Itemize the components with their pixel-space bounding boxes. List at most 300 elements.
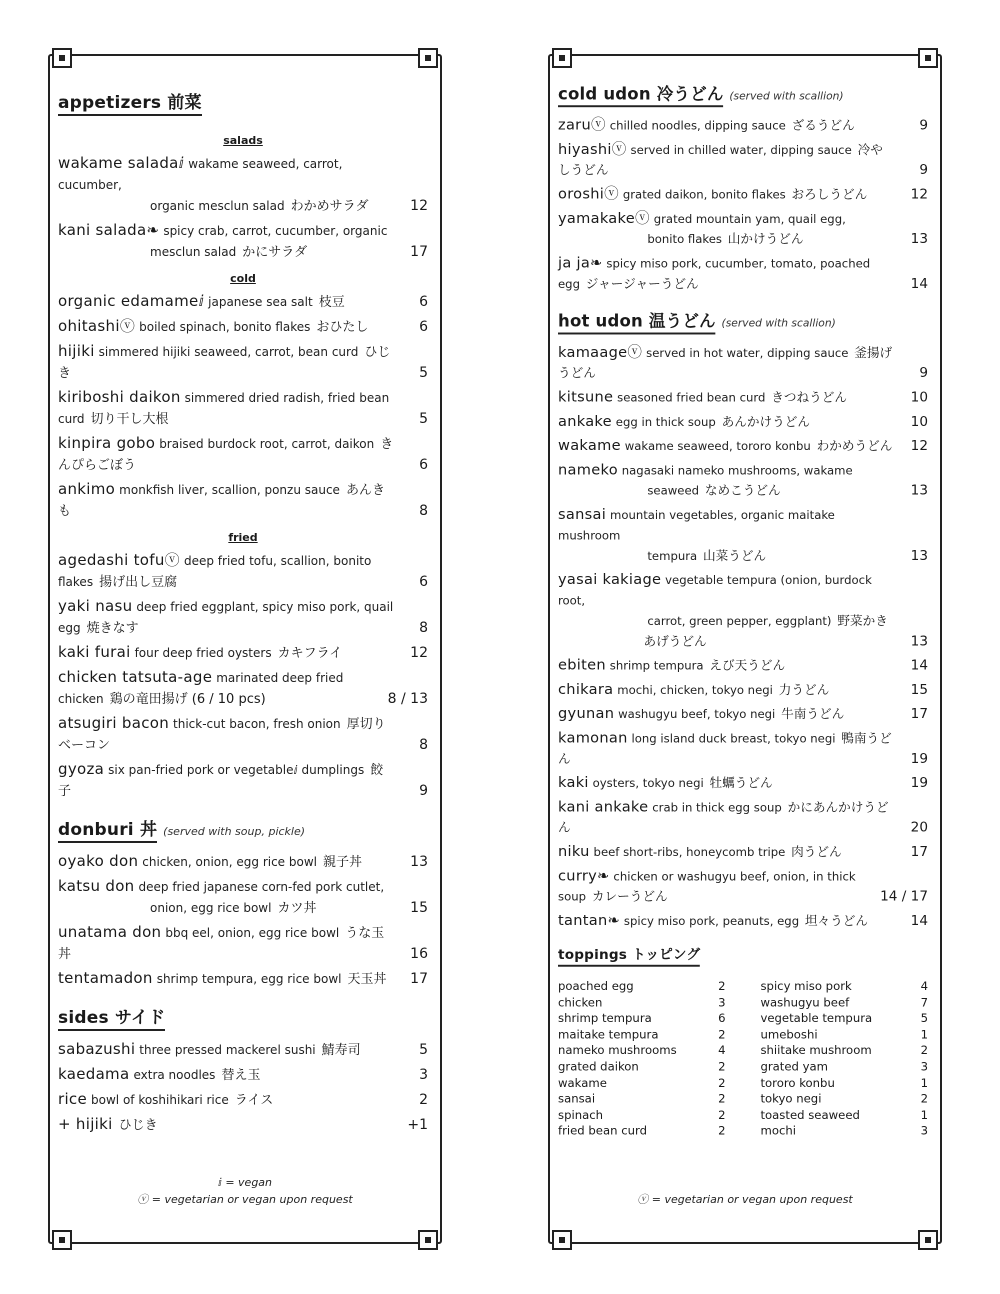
item-name: yasai kakiage <box>558 570 662 588</box>
topping-price: 4 <box>920 979 928 993</box>
menu-item <box>558 704 928 724</box>
item-name: ankake <box>558 412 612 430</box>
item-japanese: かにサラダ <box>242 245 308 260</box>
topping-name: spicy miso pork <box>760 979 852 993</box>
item-price: 14 <box>910 657 928 674</box>
spacer <box>58 993 428 1003</box>
item-japanese: なめこうどん <box>704 484 781 499</box>
item-description: spicy crab, carrot, cucumber, organic <box>163 224 388 238</box>
topping-name: fried bean curd <box>558 1124 647 1138</box>
menu-item <box>558 797 928 838</box>
menu-item-body <box>558 772 895 792</box>
item-name: agedashi tofuⓥ <box>58 551 180 569</box>
item-japanese: ライス <box>234 1093 274 1108</box>
item-price: 14 / 17 <box>880 889 928 905</box>
item-description: four deep fried oysters <box>134 646 272 660</box>
subsection-label: cold <box>230 272 256 285</box>
item-price: 13 <box>910 633 928 650</box>
corner-ornament <box>918 1230 938 1250</box>
topping-row <box>760 1059 928 1075</box>
item-description: extra noodles <box>133 1068 216 1082</box>
item-description: spicy miso pork, cucumber, tomato, poached egg <box>558 256 871 291</box>
menu-item-body <box>58 851 394 872</box>
menu-item-body <box>58 387 394 429</box>
item-japanese: カレーうどん <box>591 890 668 905</box>
item-description: japanese sea salt <box>208 295 313 309</box>
item-second-line <box>558 229 895 249</box>
menu-item <box>558 772 928 792</box>
item-price: 6 <box>419 319 428 335</box>
item-description: grated mountain yam, quail egg, <box>653 212 846 226</box>
item-japanese: 厚切りベーコン <box>58 717 386 753</box>
item-price: 6 <box>419 574 428 590</box>
item-japanese: カキフライ <box>277 646 343 661</box>
item-second-line <box>58 241 394 262</box>
menu-item-body <box>58 876 394 918</box>
menu-item-body <box>58 479 394 521</box>
menu-item <box>558 342 928 383</box>
item-name: gyoza <box>58 760 105 778</box>
item-price: 13 <box>410 854 428 870</box>
topping-price: 1 <box>920 1027 928 1042</box>
item-description-cont: seaweed <box>647 484 700 498</box>
topping-price: 6 <box>718 1011 726 1026</box>
right-menu-content <box>558 80 928 1140</box>
item-name: unatama don <box>58 923 162 941</box>
item-price: +1 <box>407 1117 428 1133</box>
item-japanese: えび天うどん <box>709 658 786 674</box>
item-japanese: 牛南うどん <box>781 707 845 722</box>
legend <box>536 1191 954 1208</box>
toppings-column <box>558 978 726 1139</box>
item-price: 19 <box>910 775 928 791</box>
topping-price: 2 <box>718 1124 726 1138</box>
menu-item <box>58 1039 428 1060</box>
menu-item-body <box>558 910 895 930</box>
menu-item <box>58 479 428 521</box>
topping-row <box>558 1123 726 1139</box>
menu-item-body <box>558 679 895 699</box>
corner-ornament <box>418 1230 438 1250</box>
item-price: 12 <box>910 186 928 203</box>
item-description: six pan-fried pork or vegetableⅈ dumplings <box>108 763 365 777</box>
section-note: (served with soup, pickle) <box>163 825 306 838</box>
menu-item <box>58 1089 428 1110</box>
item-name: kitsune <box>558 387 614 406</box>
item-name: sansai <box>558 505 607 523</box>
menu-item <box>558 411 928 431</box>
topping-price: 3 <box>920 1059 928 1074</box>
item-name: ja ja❧ <box>558 253 603 272</box>
topping-name: spinach <box>558 1108 604 1122</box>
item-name: oyako don <box>58 852 139 870</box>
item-name: organic edamameⅈ <box>58 292 205 310</box>
item-japanese: 揚げ出し豆腐 <box>99 575 178 590</box>
item-description: monkfish liver, scallion, ponzu sauce <box>119 483 340 497</box>
item-price: 6 <box>419 457 428 473</box>
item-price: 6 <box>419 294 428 310</box>
item-price: 10 <box>910 414 928 430</box>
menu-item <box>558 728 928 769</box>
item-japanese: 鯖寿司 <box>321 1043 361 1058</box>
item-price: 12 <box>910 438 928 454</box>
item-description: vegetable tempura (onion, burdock root, <box>558 573 872 608</box>
item-price: 12 <box>410 645 428 661</box>
menu-item-body <box>58 316 394 337</box>
item-description: deep fried tofu, scallion, bonito flakes <box>58 554 372 589</box>
item-name: kani ankake <box>558 797 649 816</box>
item-description-cont: carrot, green pepper, eggplant) <box>647 614 832 628</box>
item-price: 16 <box>410 946 428 962</box>
topping-row <box>558 1043 726 1059</box>
topping-row <box>558 1107 726 1123</box>
legend <box>36 1174 454 1208</box>
topping-name: maitake tempura <box>558 1027 659 1042</box>
item-second-line <box>58 195 394 216</box>
item-name: curry❧ <box>558 866 610 885</box>
item-description: deep fried japanese corn-fed pork cutlet, <box>138 880 385 894</box>
spacer <box>558 298 928 308</box>
item-price: 8 / 13 <box>387 691 428 707</box>
subsection-label: fried <box>228 531 258 544</box>
item-description: bbq eel, onion, egg rice bowl <box>165 926 340 940</box>
menu-item <box>58 341 428 383</box>
menu-item <box>58 596 428 638</box>
topping-row <box>558 994 726 1010</box>
item-price: 5 <box>419 411 428 427</box>
corner-ornament <box>52 1230 72 1250</box>
legend-vegan: ⅈ = vegan <box>217 1176 273 1189</box>
topping-name: grated yam <box>760 1059 829 1074</box>
menu-item-body <box>58 1064 394 1085</box>
item-description: simmered hijiki seaweed, carrot, bean curd <box>98 345 359 359</box>
item-description-cont: bonito flakes <box>647 232 722 247</box>
item-japanese: 釜揚げうどん <box>558 346 893 382</box>
item-japanese: 親子丼 <box>322 855 362 870</box>
item-price: 13 <box>910 483 928 499</box>
topping-row <box>760 1075 928 1091</box>
item-description: long island duck breast, tokyo negi <box>631 731 836 746</box>
menu-item <box>558 253 928 294</box>
item-japanese: ひじき <box>58 345 391 381</box>
menu-item <box>58 387 428 429</box>
section-note: (served with scallion) <box>721 316 836 330</box>
item-japanese: 肉うどん <box>791 845 842 860</box>
topping-row <box>558 1059 726 1075</box>
topping-price: 2 <box>718 1059 726 1074</box>
topping-price: 2 <box>718 1092 726 1106</box>
subsection-label: salads <box>223 134 263 147</box>
menu-item-body <box>558 184 895 204</box>
menu-item <box>558 460 928 501</box>
item-price: 9 <box>919 365 928 382</box>
topping-name: tororo konbu <box>760 1076 835 1090</box>
item-description-cont: organic mesclun salad <box>150 199 285 213</box>
item-description: washugyu beef, tokyo negi <box>618 707 776 722</box>
menu-item <box>558 679 928 699</box>
item-price: 19 <box>910 751 928 767</box>
item-price: 17 <box>410 971 428 987</box>
item-japanese: 力うどん <box>778 683 830 698</box>
item-second-line <box>558 545 895 565</box>
topping-name: mochi <box>760 1124 796 1138</box>
topping-name: vegetable tempura <box>760 1011 873 1026</box>
item-japanese: 野菜かきあげうどん <box>643 614 888 650</box>
item-second-line <box>558 480 895 500</box>
item-name: kaki furai <box>58 643 131 661</box>
menu-item-body <box>58 1114 394 1135</box>
item-japanese: かにあんかけうどん <box>558 800 889 836</box>
item-japanese: 鶏の竜田揚げ (6 / 10 pcs) <box>109 692 266 707</box>
menu-item <box>558 387 928 407</box>
menu-item-body <box>558 866 880 907</box>
menu-item-body <box>58 220 394 262</box>
item-name: rice <box>58 1090 88 1108</box>
topping-name: washugyu beef <box>760 995 850 1010</box>
section-title: hot udon 温うどん <box>558 307 716 334</box>
item-japanese: 山菜うどん <box>703 549 767 564</box>
item-price: 2 <box>419 1092 428 1108</box>
item-price: 12 <box>410 198 428 214</box>
topping-row <box>760 978 928 994</box>
item-name: ebiten <box>558 655 606 674</box>
menu-item <box>558 841 928 861</box>
menu-item-body <box>558 115 895 135</box>
item-name: wakame <box>558 436 621 454</box>
menu-item <box>58 291 428 312</box>
item-description: grated daikon, bonito flakes <box>622 187 786 202</box>
item-description: served in chilled water, dipping sauce <box>630 143 852 157</box>
menu-item <box>58 550 428 592</box>
item-name: atsugiri bacon <box>58 714 170 732</box>
menu-item-body <box>58 153 394 216</box>
item-description-cont: mesclun salad <box>150 245 237 259</box>
item-name: tentamadon <box>58 969 153 987</box>
item-description-cont: tempura <box>647 549 698 563</box>
item-description: deep fried eggplant, spicy miso pork, quail egg <box>58 600 394 635</box>
topping-price: 2 <box>920 1043 928 1058</box>
item-second-line <box>58 897 394 918</box>
item-japanese: 牡蠣うどん <box>709 776 773 791</box>
toppings-column <box>760 978 928 1139</box>
item-price: 17 <box>410 244 428 260</box>
menu-item-body <box>558 208 895 249</box>
topping-row <box>760 1011 928 1027</box>
section-header <box>58 815 428 851</box>
item-description: bowl of koshihikari rice <box>91 1093 229 1107</box>
menu-item-body <box>58 596 394 638</box>
item-name: niku <box>558 842 590 860</box>
section-title: toppings トッピング <box>558 944 700 966</box>
topping-row <box>558 1091 726 1107</box>
menu-item <box>58 1064 428 1085</box>
item-name: kamaageⓥ <box>558 343 643 361</box>
item-japanese: 餃子 <box>58 763 384 799</box>
section-title: donburi 丼 <box>58 815 157 843</box>
corner-ornament <box>918 48 938 68</box>
menu-item <box>58 433 428 475</box>
item-name: ohitashiⓥ <box>58 317 136 335</box>
menu-item <box>58 759 428 801</box>
menu-item-body <box>58 550 394 592</box>
menu-item-body <box>58 759 394 801</box>
item-price: 3 <box>419 1067 428 1083</box>
menu-item-body <box>58 433 394 475</box>
topping-price: 7 <box>920 995 928 1010</box>
item-price: 5 <box>419 365 428 381</box>
topping-row <box>760 1043 928 1059</box>
item-name: gyunan <box>558 704 615 722</box>
menu-item <box>558 655 928 675</box>
item-price: 15 <box>910 682 928 698</box>
item-price: 15 <box>410 900 428 916</box>
item-japanese: 枝豆 <box>318 295 345 310</box>
menu-item <box>58 713 428 755</box>
item-description: chicken, onion, egg rice bowl <box>142 855 317 869</box>
item-description: mochi, chicken, tokyo negi <box>617 683 773 697</box>
item-description: crab in thick egg soup <box>652 800 782 815</box>
item-price: 13 <box>910 231 928 248</box>
topping-name: sansai <box>558 1092 596 1106</box>
menu-item-body <box>58 667 388 709</box>
item-description: shrimp tempura <box>609 658 704 673</box>
item-japanese: ざるうどん <box>791 118 855 134</box>
topping-price: 1 <box>920 1076 928 1090</box>
item-name: zaruⓥ <box>558 115 606 134</box>
menu-item <box>58 667 428 709</box>
topping-name: shrimp tempura <box>558 1011 652 1026</box>
item-description: egg in thick soup <box>615 415 716 429</box>
topping-price: 2 <box>920 1092 928 1106</box>
item-price: 17 <box>910 706 928 722</box>
menu-item-body <box>58 642 394 663</box>
section-title: appetizers 前菜 <box>58 88 202 116</box>
corner-ornament <box>552 48 572 68</box>
topping-price: 3 <box>718 995 726 1010</box>
menu-item-body <box>58 968 394 989</box>
item-price: 20 <box>910 820 928 836</box>
item-japanese: 切り干し大根 <box>90 412 169 427</box>
menu-item <box>558 184 928 204</box>
item-description: simmered dried radish, fried bean curd <box>58 391 390 426</box>
menu-item <box>58 851 428 872</box>
section-header <box>558 307 928 342</box>
menu-item <box>58 922 428 964</box>
item-name: yaki nasu <box>58 597 133 615</box>
corner-ornament <box>418 48 438 68</box>
item-name: chicken tatsuta-age <box>58 668 213 686</box>
section-header <box>558 80 928 115</box>
item-description: beef short-ribs, honeycomb tripe <box>593 845 786 859</box>
item-japanese: 天玉丼 <box>347 972 387 987</box>
topping-row <box>760 1027 928 1043</box>
item-japanese: あんきも <box>58 483 385 519</box>
item-japanese: 焼きなす <box>86 621 139 636</box>
menu-item <box>558 435 928 455</box>
item-name: ankimo <box>58 480 116 498</box>
topping-name: nameko mushrooms <box>558 1043 677 1058</box>
spacer <box>58 805 428 815</box>
menu-item <box>58 153 428 216</box>
menu-item-body <box>558 411 895 431</box>
item-description: boiled spinach, bonito flakes <box>139 320 311 334</box>
topping-row <box>760 994 928 1010</box>
menu-item-body <box>558 841 895 861</box>
item-japanese: うな玉丼 <box>58 926 385 962</box>
item-name: kaki <box>558 773 589 791</box>
menu-item-body <box>558 655 895 675</box>
topping-name: chicken <box>558 995 603 1010</box>
topping-row <box>760 1091 928 1107</box>
item-japanese: きんぴらごぼう <box>58 437 394 473</box>
item-price: 10 <box>910 389 928 406</box>
topping-price: 5 <box>920 1011 928 1026</box>
item-japanese: 山かけうどん <box>727 232 804 248</box>
topping-price: 2 <box>718 1108 726 1122</box>
item-name: hijiki <box>58 342 95 360</box>
section-header <box>58 1003 428 1039</box>
topping-price: 3 <box>920 1124 928 1138</box>
menu-item-body <box>58 291 394 312</box>
item-price: 13 <box>910 548 928 564</box>
menu-item <box>558 504 928 565</box>
item-price: 8 <box>419 503 428 519</box>
topping-row <box>558 1011 726 1027</box>
item-japanese: わかめサラダ <box>290 199 369 214</box>
item-japanese: 鴨南うどん <box>558 731 892 767</box>
menu-item <box>58 876 428 918</box>
menu-item <box>558 569 928 651</box>
item-name: katsu don <box>58 877 135 895</box>
topping-price: 1 <box>920 1108 928 1122</box>
topping-row <box>760 1107 928 1123</box>
item-name: hiyashiⓥ <box>558 140 627 158</box>
topping-name: shiitake mushroom <box>760 1043 872 1058</box>
section-title: sides サイド <box>58 1003 165 1031</box>
menu-item <box>558 139 928 180</box>
item-price: 8 <box>419 737 428 753</box>
item-description: spicy miso pork, peanuts, egg <box>623 914 800 928</box>
item-description: chilled noodles, dipping sauce <box>609 118 786 133</box>
item-name: nameko <box>558 460 618 479</box>
item-japanese: カツ丼 <box>277 901 317 916</box>
item-description: wakame seaweed, carrot, cucumber, <box>58 157 343 192</box>
menu-item-body <box>58 1089 394 1110</box>
menu-item <box>558 866 928 907</box>
item-name: + hijiki <box>58 1115 113 1133</box>
topping-row <box>558 1075 726 1091</box>
menu-item-body <box>58 1039 394 1060</box>
menu-item-body <box>558 253 895 294</box>
topping-name: toasted seaweed <box>760 1108 860 1122</box>
item-japanese: 冷やしうどん <box>558 143 883 179</box>
topping-name: poached egg <box>558 979 634 993</box>
menu-item <box>58 968 428 989</box>
menu-item <box>58 220 428 262</box>
section-title: cold udon 冷うどん <box>558 80 724 107</box>
item-description: seasoned fried bean curd <box>617 390 766 405</box>
item-price: 17 <box>910 844 928 860</box>
left-menu-panel <box>36 44 454 1254</box>
item-name: chikara <box>558 680 614 698</box>
legend-vegetarian: ⓥ = vegetarian or vegan upon request <box>137 1193 353 1206</box>
menu-item-body <box>58 341 394 383</box>
menu-item-body <box>58 922 394 964</box>
item-price: 14 <box>910 913 928 929</box>
item-japanese: あんかけうどん <box>721 415 811 430</box>
section-header <box>558 944 928 974</box>
menu-item-body <box>558 569 895 651</box>
